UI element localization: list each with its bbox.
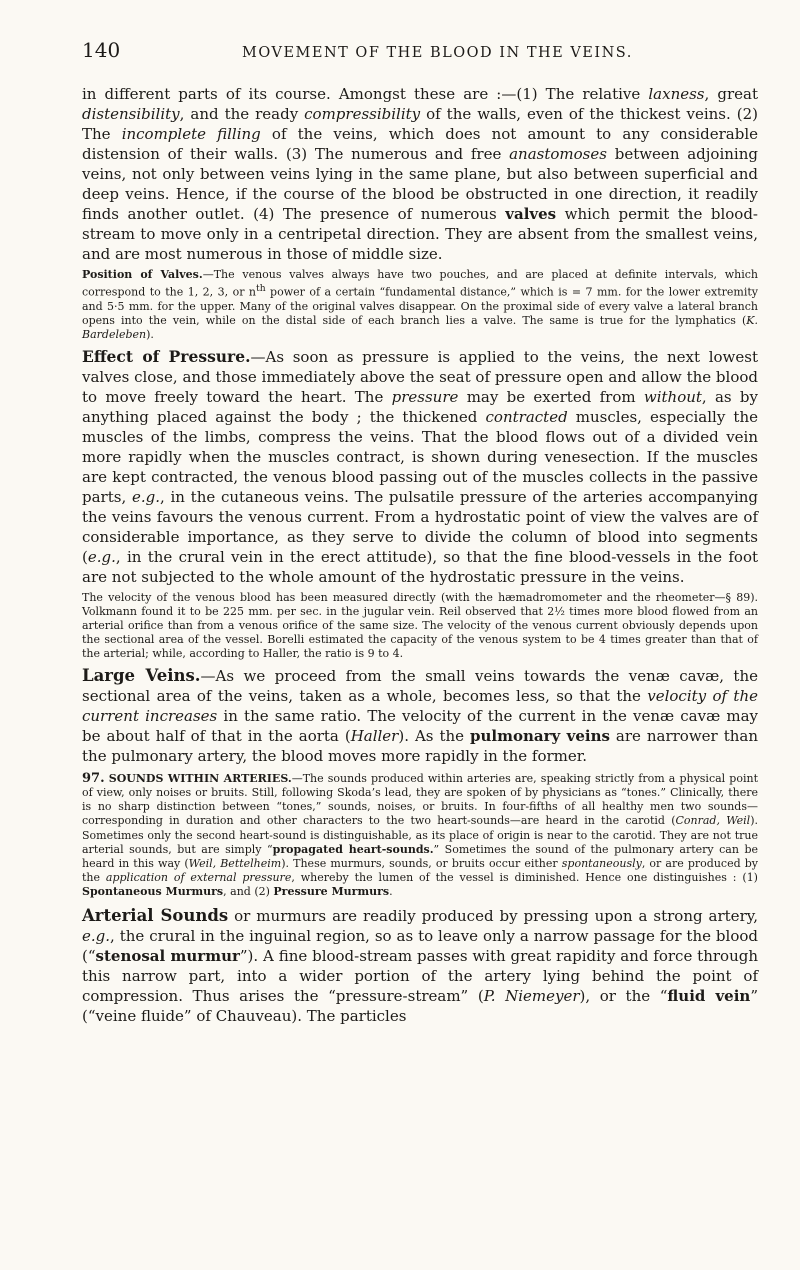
section-number: 97.	[82, 770, 105, 786]
paragraph-large-veins: Large Veins.—As we proceed from the small veins towards the venæ cavæ, the sectional area of the veins, taken as a whole, becomes less, so that the velocity of the current increases in the same ratio. The velocity of the current in the venæ cavæ may be about half of that in the aorta (Haller). As the pulmonary veins are narrower than the pulmonary artery, the blood moves more rapidly in the former.	[82, 665, 758, 765]
page-number: 140	[82, 38, 121, 62]
section-heading: Arterial Sounds	[82, 905, 229, 925]
paragraph-effect-of-pressure: Effect of Pressure.—As soon as pressure is applied to the veins, the next lowest valves close, and those immediately above the seat of pressure open and allow the blood to move freely toward the heart. The pressure may be exerted from without, as by anything placed against the body ; the thickened contracted muscles, especially the muscles of the limbs, compress the veins. That the blood flows out of a divided vein more rapidly when the muscles contract, is shown during venesection. If the muscles are kept contracted, the venous blood passing out of the muscles collects in the passive parts, e.g., in the cutaneous veins. The pulsatile pressure of the arteries accompanying the veins favours the venous current. From a hydrostatic point of view the valves are of considerable importance, as they serve to divide the column of blood into segments (e.g., in the crural vein in the erect attitude), so that the fine blood-vessels in the foot are not subjected to the whole amount of the hydrostatic pressure in the veins.	[82, 346, 758, 586]
section-heading: Position of Valves.	[82, 268, 203, 281]
running-header	[82, 38, 758, 62]
note-position-of-valves: Position of Valves.—The venous valves always have two pouches, and are placed at definite intervals, which correspond to the 1, 2, 3, or $n^{th}$ power of a certain “fundamental distance,” which is = 7 mm. for the lower extremity and 5·5 mm. for the upper. Many of the original valves disappear. On the proximal side of every valve a lateral branch opens into the vein, while on the distal side of each branch lies a valve. The same is true for the lymphatics (K. Bardeleben).	[82, 268, 758, 342]
paragraph-arterial-sounds: Arterial Sounds or murmurs are readily produced by pressing upon a strong artery, e.g., the crural in the inguinal region, so as to leave only a narrow passage for the blood (“stenosal murmur”). A fine blood-stream passes with great rapidity and force through this narrow part, into a wider portion of the artery lying behind the point of compression. Thus arises the “pressure-stream” (P. Niemeyer), or the “fluid vein” (“veine fluide” of Chauveau). The particles	[82, 905, 758, 1025]
note-venous-velocity: The velocity of the venous blood has been measured directly (with the hæmadromometer and the rheometer—§ 89). Volkmann found it to be 225 mm. per sec. in the jugular vein. Reil observed that 2½ times more blood flowed from an arterial orifice than from a venous orifice of the same size. The velocity of the venous current obviously depends upon the sectional area of the vessel. Borelli estimated the capacity of the venous system to be 4 times greater than that of the arterial; while, according to Haller, the ratio is 9 to 4.	[82, 590, 758, 661]
paragraph-venous-features: in different parts of its course. Amongst these are :—(1) The relative laxness, great distensibility, and the ready compressibility of the walls, even of the thickest veins. (2) The incomplete filling of the veins, which does not amount to any considerable distension of their walls. (3) The numerous and free anastomoses between adjoining veins, not only between veins lying in the same plane, but also between superficial and deep veins. Hence, if the course of the blood be obstructed in one direction, it readily finds another outlet. (4) The presence of numerous valves which permit the blood-stream to move only in a centripetal direction. They are absent from the smallest veins, and are most numerous in those of middle size.	[82, 85, 758, 263]
section-heading: Effect of Pressure.	[82, 346, 251, 366]
section-97-sounds-within-arteries: 97. SOUNDS WITHIN ARTERIES.—The sounds produced within arteries are, speaking strictly from a physical point of view, only noises or bruits. Still, following Skoda’s lead, they are spoken of by physicians as “tones.” Clinically, there is no sharp distinction between “tones,” sounds, noises, or bruits. In four-fifths of all healthy men two sounds—corresponding in duration and other characters to the two heart-sounds—are heard in the carotid (Conrad, Weil). Sometimes only the second heart-sound is distinguishable, as its place of origin is near to the carotid. They are not true arterial sounds, but are simply “propagated heart-sounds.” Sometimes the sound of the pulmonary artery can be heard in this way (Weil, Bettelheim). These murmurs, sounds, or bruits occur either spontaneously, or are produced by the application of external pressure, whereby the lumen of the vessel is diminished. Hence one distinguishes : (1) Spontaneous Murmurs, and (2) Pressure Murmurs.	[82, 770, 758, 899]
section-heading: Large Veins.	[82, 665, 201, 685]
section-heading: SOUNDS WITHIN ARTERIES.	[108, 771, 292, 785]
running-title: MOVEMENT OF THE BLOOD IN THE VEINS.	[242, 45, 633, 61]
